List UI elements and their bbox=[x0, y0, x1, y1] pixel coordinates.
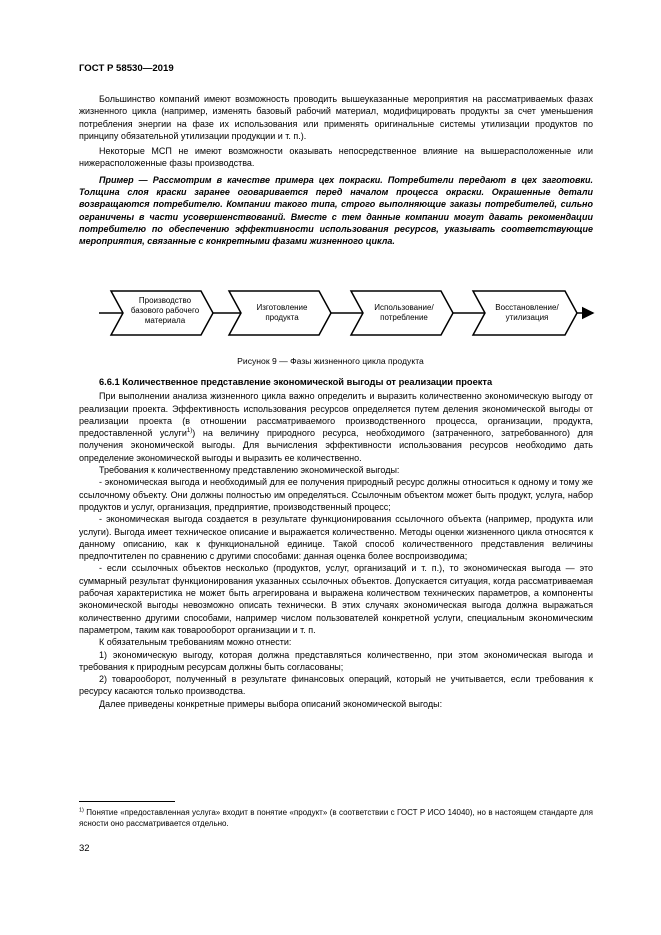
paragraph: Далее приведены конкретные примеры выбора описаний экономической выгоды: bbox=[99, 698, 443, 709]
footnote-mark: 1) bbox=[79, 807, 84, 814]
paragraph: Требования к количественному представлению экономической выгоды: bbox=[99, 465, 400, 476]
footnote-divider bbox=[79, 801, 175, 802]
footnote-ref: 1) bbox=[186, 428, 193, 435]
phase-box bbox=[229, 291, 331, 335]
paragraph: Некоторые МСП не имеют возможности оказывать непосредственное влияние на вышерасположенные или нижерасположенные фазы производства. bbox=[79, 146, 593, 169]
footnote bbox=[79, 807, 593, 829]
footnote-text: Понятие «предоставленная услуга» входит в понятие «продукт» (в соответствии с ГОСТ Р ИСО 14040), но в настоящем стандарте для ясности оно рассматривается отдельно. bbox=[79, 808, 593, 828]
phase-label: Производство bbox=[138, 296, 192, 305]
paragraph-text: При выполнении анализа жизненного цикла важно определить и выразить количественно экономическую выгоду от реализации проекта. Эффективность использования ресурсов определяется путем деления экономической выгоды от реализации проекта (в отношении рассматриваемого производственного процесса, организации, продукта, предоставленной услуги bbox=[79, 391, 593, 439]
phase-box bbox=[473, 291, 577, 335]
paragraph bbox=[79, 390, 593, 464]
phase-label: утилизация bbox=[505, 313, 549, 322]
phase-label: потребление bbox=[380, 313, 428, 322]
page-number: 32 bbox=[79, 843, 90, 854]
list-item: - экономическая выгода и необходимый для ее получения природный ресурс должны относиться к одному и тому же ссылочному объекту. Они должны полностью им определяться. Ссылочным объектом может быть продукт, услуга, набор продуктов и услуг, организация, предприятие, производственный процесс; bbox=[79, 477, 593, 512]
example-text: Рассмотрим в качестве примера цех покраски. Потребители передают в цех заготовки. Толщина слоя краски заранее оговаривается перед началом процесса окраски. Окрашенные детали возвращаются потребителю. Компании такого типа, строго выполняющие заказы потребителей, сильно ограничены в части усовершенствований. Вместе с тем данные компании могут давать рекомендации потребителю по обеспечению эффективности использования ресурсов, указывать соответствующие мероприятия, связанные с конкретными фазами жизненного цикла. bbox=[79, 174, 593, 247]
example-paragraph bbox=[79, 174, 593, 248]
phase-label: материала bbox=[144, 316, 186, 325]
paragraph: Большинство компаний имеют возможность проводить вышеуказанные мероприятия на рассматриваемых фазах жизненного цикла (например, изменять базовый рабочий материал, модифицировать продукты за счет уменьшения потребления энергии на фазе их использования или применять оригинальные системы утилизации продуктов по принципу обязательной утилизации продукции и т. п.). bbox=[79, 94, 593, 141]
list-item: - экономическая выгода создается в результате функционирования ссылочного объекта (например, продукта или услуги). Выгода имеет техническое описание и выражается количественно. Методы оценки жизненного цикла относятся к данному описанию, как к функциональной единице. Такой способ количественного представления величины предпочтителен по сравнению с другими способами: данная оценка более воспроизводима; bbox=[79, 514, 593, 562]
list-item: 1) экономическую выгоду, которая должна представляться количественно, при этом экономическая выгода и требования к природным ресурсам должны быть согласованы; bbox=[79, 649, 593, 672]
life-cycle-diagram bbox=[79, 283, 597, 345]
list-item: 2) товарооборот, полученный в результате финансовых операций, который не учитывается, если требования к ресурсу касаются только производства. bbox=[79, 674, 593, 697]
phase-label: Изготовление bbox=[256, 303, 308, 312]
paragraph: К обязательным требованиям можно отнести: bbox=[99, 637, 292, 648]
phase-label: Восстановление/ bbox=[495, 303, 559, 312]
phase-box bbox=[111, 291, 213, 335]
figure-caption: Рисунок 9 — Фазы жизненного цикла продукта bbox=[237, 356, 424, 366]
section-6-6-1 bbox=[79, 376, 593, 710]
example-lead: Пример — bbox=[99, 174, 153, 185]
section-heading: 6.6.1 Количественное представление экономической выгоды от реализации проекта bbox=[99, 377, 493, 387]
list-item: - если ссылочных объектов несколько (продуктов, услуг, организаций и т. п.), то экономическая выгода — это суммарный результат функционирования указанных ссылочных объектов. Допускается ситуация, когда рассматриваемая рабочая характеристика не может быть агрегирована и выражена количеством технических параметров, а компоненты экономической выгоды невозможно описать технически. В этих случаях экономическая выгода должна выражаться количественно другими способами, например числом пользователей конкретной услуги, специальным экономическим параметром, таким как товарооборот организации и т. п. bbox=[79, 563, 593, 635]
phase-label: базового рабочего bbox=[130, 306, 200, 315]
paragraph-text: ) на величину природного ресурса, необходимого (затраченного, затребованного) для получения экономической выгоды. Для вычисления эффективности использования ресурсов необходимо дать определение экономической выгоды и выразить ее количественно. bbox=[79, 428, 593, 463]
phase-label: Использование/ bbox=[374, 303, 434, 312]
intro-text bbox=[79, 93, 593, 251]
phase-label: продукта bbox=[265, 313, 299, 322]
document-header: ГОСТ Р 58530—2019 bbox=[79, 63, 174, 74]
phase-box bbox=[351, 291, 453, 335]
